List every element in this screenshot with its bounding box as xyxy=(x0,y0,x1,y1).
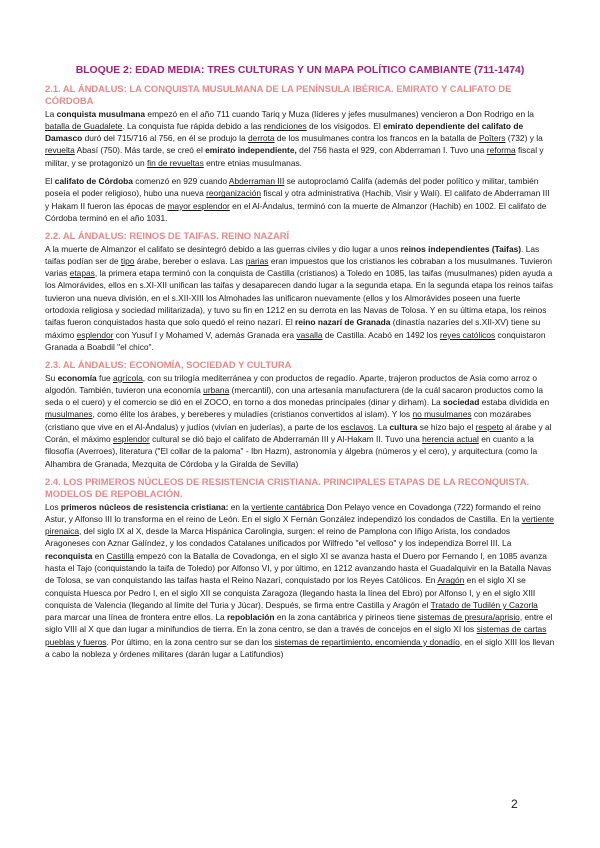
bold-term: economía xyxy=(57,372,97,383)
text-run: fue xyxy=(96,372,113,383)
underlined-term: sistemas de cartas pueblas y fueros xyxy=(45,624,547,647)
text-run: . Por último, en la zona centro sur se dan los xyxy=(106,636,275,647)
section-paragraph xyxy=(45,501,555,661)
underlined-term: batalla de Guadalete xyxy=(45,120,123,131)
text-run: Don Pelayo vence en Covadonga (722) formando el reino Astur, y Alfonso III lo transforma en el reino de León. En el siglo X Fernán González independizó los condados de Castilla. En la xyxy=(45,501,541,524)
text-run: (mercantil), con una artesanía manufacturera (de la cuál sacaron productos como la seda o el cuero) y el comercio se dió en el ZOCO, en torno a dos monedas principales (dinar y dirham). La xyxy=(45,384,543,408)
text-run: en la zona cantábrica y pirineos tiene xyxy=(274,612,418,623)
bold-term: cultura xyxy=(389,421,418,432)
text-run: La xyxy=(45,108,57,119)
text-run: (dinastía nazaríes del s.XII-XV) tiene su máximo xyxy=(45,317,541,340)
underlined-term: sistemas de repartimiento, encomienda y donadío xyxy=(274,636,460,647)
text-run: eran impuestos que los cristianos les cobraban a los musulmanes. Tuvieron varias xyxy=(45,255,552,279)
text-run: Abasí (750). Más tarde, se creó el xyxy=(74,145,206,156)
underlined-term: herencia actual xyxy=(422,434,479,445)
underlined-term: reforma xyxy=(486,145,516,156)
text-run: se autoproclamó Califa (además del poder político y militar, también poseía el poder religioso), hubo una nueva xyxy=(45,176,539,199)
text-run: A la muerte de Almanzor el califato se desintegró debido a las guerras civiles y dio lugar a unos xyxy=(45,243,401,254)
bold-term: primeros núcleos de resistencia cristiana: xyxy=(60,501,229,512)
section-heading: 2.4. LOS PRIMEROS NÚCLEOS DE RESISTENCIA CRISTIANA. PRINCIPALES ETAPAS DE LA RECONQUISTA. MODELOS DE REPOBLACIÓN. xyxy=(45,475,530,500)
underlined-term: Tratado de Tudilén y Cazorla xyxy=(430,599,538,610)
text-run: en cuanto a la filosofía (Averroes), literatura ("El collar de la paloma" - Ibn Hazm), astronomía y álgebra (números y el cero), y arquitectura (como la Alhambra de Granada, Mezquita de Córdoba y la Giralda de Sevilla) xyxy=(45,434,538,469)
section-heading: 2.1. AL ÁNDALUS: LA CONQUISTA MUSULMANA DE LA PENÍNSULA IBÉRICA. EMIRATO Y CALIFATO DE CÓRDOBA xyxy=(45,83,512,107)
text-run: fiscal y militar, y se protagonizó un xyxy=(45,145,544,168)
text-run: , en el siglo XIII los llevan a cabo la nobleza y órdenes militares (darán lugar a Latifundios) xyxy=(45,636,555,660)
text-run: en el Al-Ándalus, terminó con la muerte de Almanzor (Hachib) en 1002. El califato de Córdoba terminó en el año 1031. xyxy=(45,200,547,223)
text-run: para marcar una línea de frontera entre ellos. La xyxy=(45,612,228,623)
section-2 xyxy=(45,230,555,353)
text-run: . La conquista fue rápida debido a las xyxy=(122,120,264,131)
underlined-term: fin de revueltas xyxy=(146,157,204,168)
underlined-term: tipo xyxy=(120,255,135,266)
text-run: duró del 715/716 al 756, en él se produjo la xyxy=(82,133,249,144)
bold-term: reino nazarí de Granada xyxy=(295,317,391,328)
text-run: en xyxy=(92,550,107,561)
section-1 xyxy=(45,83,555,224)
section-paragraph xyxy=(45,243,555,354)
text-run: árabe, bereber o eslava. Las xyxy=(134,255,246,266)
text-run: . Las taifas podían ser de xyxy=(45,243,540,266)
section-heading: 2.2. AL ÁNDALUS: REINOS DE TAIFAS. REINO NAZARÍ xyxy=(45,230,290,242)
text-run: de Castilla. Acabó en 1492 los xyxy=(322,329,440,340)
text-run: . La xyxy=(373,421,390,432)
underlined-term: mayor esplendor xyxy=(167,200,230,211)
text-run: estaba dividida en xyxy=(479,397,550,408)
underlined-term: agrícola xyxy=(112,372,143,383)
text-run: cultural se dió bajo el califato de Abderramán III y Al-Hakam II. Tuvo una xyxy=(149,434,423,445)
document-title: BLOQUE 2: EDAD MEDIA: TRES CULTURAS Y UN MAPA POLÍTICO CAMBIANTE (711-1474) xyxy=(75,65,525,76)
text-run: conquistaron Granada a Boabdil "el chico". xyxy=(45,329,546,352)
underlined-term: parias xyxy=(245,255,269,266)
underlined-term: etapas xyxy=(69,268,95,279)
section-heading: 2.3. AL ÁNDALUS: ECONOMÍA, SOCIEDAD Y CULTURA xyxy=(45,359,292,371)
section-paragraph xyxy=(45,372,555,470)
bold-term: califato de Córdoba xyxy=(54,176,133,187)
text-run: de los visigodos. El xyxy=(306,120,384,131)
text-run: El xyxy=(45,176,55,187)
text-run: se hizo bajo el xyxy=(417,421,476,432)
text-run: (732) y la xyxy=(505,133,543,144)
underlined-term: musulmanes xyxy=(45,409,93,420)
underlined-term: Poîters xyxy=(478,133,506,144)
text-run: fiscal y otra administrativa (Hachib, Visir y Walí). El califato de Abderraman III y Hakam II fueron las épocas de xyxy=(45,188,550,211)
underlined-term: esplendor xyxy=(112,434,150,445)
section-4 xyxy=(45,476,555,660)
text-run: , la primera etapa terminó con la conquista de Castilla (cristianos) a Toledo en 1085, las taifas (musulmanes) piden ayuda a los Almorávides, ellos en s.XI-XII unifican las taifas y desaparecen dando lugar a la segunda etapa. En la segunda etapa los reinos taifas tuvieron una nueva división, en el s.XII-XIII los Almohades las unificaron nuevamente (ellos y los Almorávides poseen una fuerte ortodoxia religiosa y sociedad militarizada), y tuvo su fin en 1212 en su derrota en las Navas de Tolosa. Y en su última etapa, los reinos taifas fueron conquistados hasta que solo quedó el reino nazarí. El xyxy=(45,268,553,328)
text-run: con mozárabes (cristiano que vive en el Al-Ándalus) y judíos (vivían en juderías), a parte de los xyxy=(45,409,532,432)
bold-term: emirato independiente, xyxy=(205,145,297,156)
text-run: Los xyxy=(45,501,61,512)
underlined-term: revuelta xyxy=(45,145,75,156)
sections-container xyxy=(45,83,555,660)
text-run: de los musulmanes contra los francos en la batalla de xyxy=(274,133,479,144)
text-run: , como élite los árabes, y bereberes y muladíes (cristianos convertidos al islam). Y los xyxy=(92,409,413,420)
text-run: entre etnias musulmanas. xyxy=(203,157,302,168)
text-run: , con su trilogía mediterránea y con productos de regadío. Aparte, trajeron productos de Asia como arroz o algodón. También, tuvieron una economía xyxy=(45,372,538,395)
text-run: , entre el siglo VIII al X que dan lugar a minifundios de tierra. En la zona centro, se dan a través de concejos en el siglo XI los xyxy=(45,612,553,635)
bold-term: sociedad xyxy=(443,397,480,408)
document-page xyxy=(45,64,555,666)
underlined-term: vertiente pirenaica xyxy=(45,513,554,537)
bold-term: repoblación xyxy=(227,612,275,623)
text-run: con Yusuf I y Mohamed V, además Granada era xyxy=(113,329,297,340)
bold-term: emirato dependiente del califato de Damasco xyxy=(45,120,524,144)
bold-term: reinos independientes (Taifas) xyxy=(400,243,522,254)
section-paragraph xyxy=(45,108,555,169)
underlined-term: esplendor xyxy=(76,329,114,340)
text-run: del 756 hasta el 929, con Abderraman I. Tuvo una xyxy=(296,145,487,156)
text-run: , del siglo IX al X, desde la Marca Hispánica Carolingia, surgen: el reino de Pamplona con Iñigo Arista, los condados Aragoneses con Aznar Galíndez, y los condados Catalanes unificados por Wilfredo "el velloso" y los independiza Borrel III. La xyxy=(45,526,512,549)
underlined-term: vertiente cantábrica xyxy=(251,501,325,512)
text-run: Su xyxy=(45,372,58,383)
underlined-term: Aragón xyxy=(437,575,465,586)
text-run: en la xyxy=(228,501,252,512)
underlined-term: urbana xyxy=(203,384,230,395)
bold-term: conquista musulmana xyxy=(56,108,146,119)
text-run: empezó con la Batalla de Covadonga, en el siglo XI se avanza hasta el Duero por Fernando I, en 1085 avanza hasta el Tajo (conquistando la taifa de Toledo) por Alfonso VI, y por último, en 1212 avanzando hasta el Guadalquivir en la Batalla Navas de Tolosa, se van conquistando las taifas hasta el Reino Nazarí, conquistado por los Reyes Católicos. En xyxy=(45,550,552,586)
underlined-term: reorganización xyxy=(206,188,262,199)
bold-term: reconquista xyxy=(45,550,93,561)
underlined-term: reyes católicos xyxy=(439,329,496,340)
underlined-term: derrota xyxy=(248,133,275,144)
underlined-term: esclavos xyxy=(340,421,374,432)
text-run: al árabe y al Corán, el máximo xyxy=(45,421,552,445)
section-paragraph xyxy=(45,175,555,224)
underlined-term: vasalla xyxy=(296,329,323,340)
page-number: 2 xyxy=(511,797,518,811)
text-run: comenzó en 929 cuando xyxy=(132,176,229,187)
text-run: empezó en el año 711 cuando Tariq y Muza (líderes y jefes musulmanes) vencieron a Don Rodrigo en la xyxy=(145,108,534,119)
underlined-term: Abderraman III xyxy=(228,176,285,187)
underlined-term: respeto xyxy=(475,421,504,432)
underlined-term: rendiciones xyxy=(263,120,307,131)
underlined-term: Castilla xyxy=(106,550,134,561)
section-3 xyxy=(45,359,555,470)
text-run: en el siglo XI se conquista Huesca por Pedro I, en el siglo XII se conquista Zaragoza (llegando hasta la línea del Ebro) por Alfonso I, y en el siglo XIII conquista de Valencia (llegando al límite del Turia y Júcar). Después, se firma entre Castilla y Aragón el xyxy=(45,575,536,610)
underlined-term: no musulmanes xyxy=(412,409,472,420)
underlined-term: sistemas de presura/aprisio xyxy=(417,612,520,623)
